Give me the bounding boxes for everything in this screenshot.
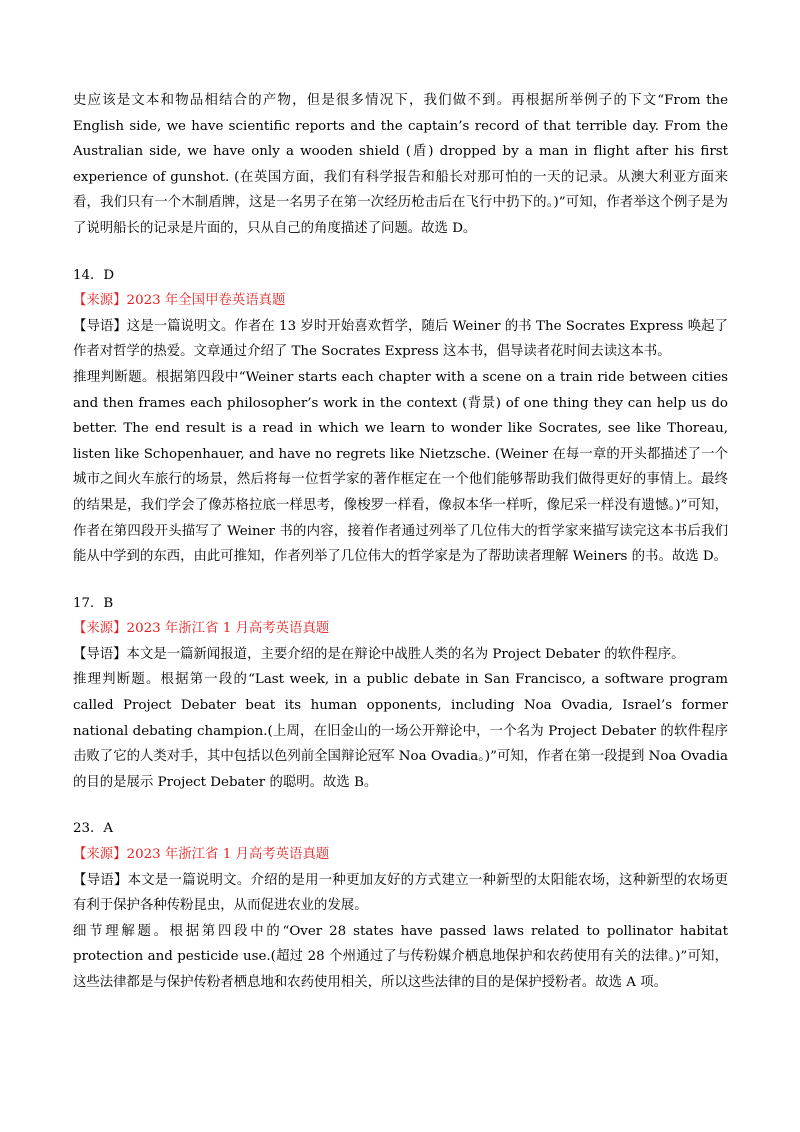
guide-paragraph: 【导语】本文是一篇说明文。介绍的是用一种更加友好的方式建立一种新型的太阳能农场，这种新型的农场更有利于保护各种传粉昆虫，从而促进农业的发展。 — [73, 872, 728, 914]
spacer — [73, 570, 728, 591]
document-page — [73, 88, 728, 996]
spacer — [73, 242, 728, 263]
source-line: 【来源】2023 年浙江省 1 月高考英语真题 — [73, 847, 330, 863]
analysis-paragraph: 细节理解题。根据第四段中的“Over 28 states have passed laws related to pollinator habitat protection and pesticide use.(超过 28 个州通过了与传粉媒介栖息地保护和农药使用有关的法律。)”可知，这些法律都是与保护传粉者栖息地和农药使用相关，所以这些法律的目的是保护授粉者。故选 A 项。 — [73, 923, 728, 990]
answer-number: 17．B — [73, 595, 114, 611]
answer-item-17 — [73, 591, 728, 796]
answer-number: 23．A — [73, 821, 114, 837]
answer-item-14 — [73, 263, 728, 570]
spacer — [73, 795, 728, 816]
source-line: 【来源】2023 年全国甲卷英语真题 — [73, 293, 286, 309]
guide-paragraph: 【导语】这是一篇说明文。作者在 13 岁时开始喜欢哲学，随后 Weiner 的书 The Socrates Express 唤起了作者对哲学的热爱。文章通过介绍了 The Socrates Express 这本书，倡导读者花时间去读这本书。 — [73, 318, 728, 360]
analysis-paragraph: 推理判断题。根据第一段的“Last week, in a public debate in San Francisco, a software program called Project Debater beat its human opponents, including Noa Ovadia, Israel’s former national debating champion.(上周，在旧金山的一场公开辩论中，一个名为 Project Debater 的软件程序击败了它的人类对手，其中包括以色列前全国辩论冠军 Noa Ovadia。)”可知，作者在第一段提到 Noa Ovadia 的目的是展示 Project Debater 的聪明。故选 B。 — [73, 672, 728, 790]
guide-paragraph: 【导语】本文是一篇新闻报道，主要介绍的是在辩论中战胜人类的名为 Project Debater 的软件程序。 — [73, 646, 685, 662]
analysis-paragraph: 推理判断题。根据第四段中“Weiner starts each chapter with a scene on a train ride between cities and then frames each philosopher’s work in the context (背景) of one thing they can help us do better. The end result is a read in which we learn to wonder like Socrates, see like Thoreau, listen like Schopenhauer, and have no regrets like Nietzsche. (Weiner 在每一章的开头都描述了一个城市之间火车旅行的场景，然后将每一位哲学家的著作框定在一个他们能够帮助我们做得更好的事情上。最终的结果是，我们学会了像苏格拉底一样思考，像梭罗一样看，像叔本华一样听，像尼采一样没有遗憾。)”可知，作者在第四段开头描写了 Weiner 书的内容，接着作者通过列举了几位伟大的哲学家来描写读完这本书后我们能从中学到的东西，由此可推知，作者列举了几位伟大的哲学家是为了帮助读者理解 Weiners 的书。故选 D。 — [73, 369, 728, 565]
answer-number: 14．D — [73, 267, 115, 283]
intro-paragraph: 史应该是文本和物品相结合的产物，但是很多情况下，我们做不到。再根据所举例子的下文“From the English side, we have scientific reports and the captain’s record of that terrible day. From the Australian side, we have only a wooden shield (盾) dropped by a man in flight after his first experience of gunshot. (在英国方面，我们有科学报告和船长对那可怕的一天的记录。从澳大利亚方面来看，我们只有一个木制盾牌，这是一名男子在第一次经历枪击后在飞行中扔下的。)”可知，作者举这个例子是为了说明船长的记录是片面的，只从自己的角度描述了问题。故选 D。 — [73, 93, 728, 236]
answer-item-23 — [73, 816, 728, 995]
source-line: 【来源】2023 年浙江省 1 月高考英语真题 — [73, 621, 330, 637]
